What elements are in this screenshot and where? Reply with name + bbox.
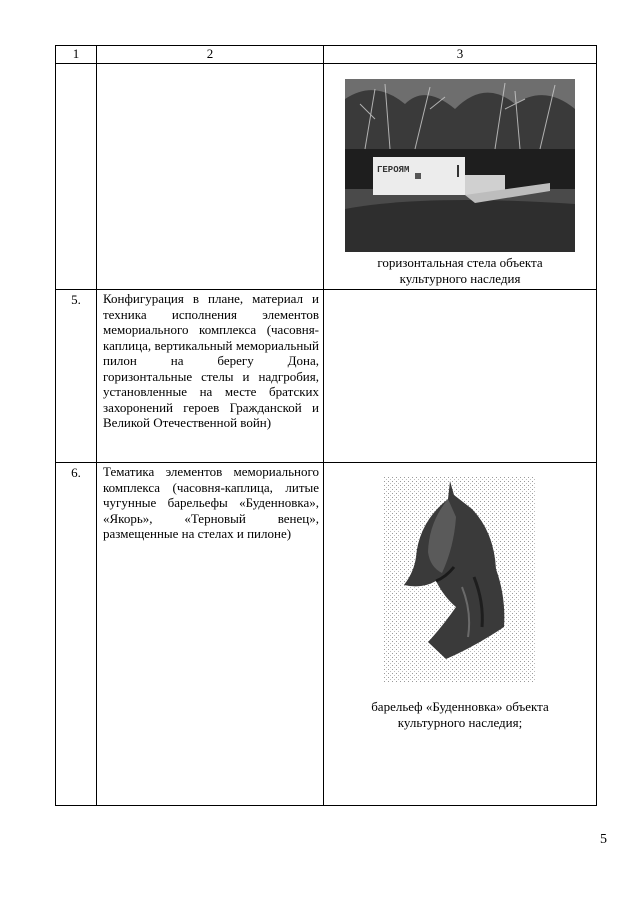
budenovka-relief-image bbox=[384, 477, 536, 683]
header-cell-2: 2 bbox=[97, 46, 324, 64]
row-description-text: Конфигурация в плане, материал и техника исполнения элементов мемориального комплекса (часовня-каплица, вертикальный мемориальный пилон на берегу Дона, горизонтальные стелы и надгробия, установленные на месте братских захоронений героев Гражданской и Великой Отечественной войн) bbox=[103, 291, 319, 430]
image-cell bbox=[324, 64, 597, 290]
header-cell-3: 3 bbox=[324, 46, 597, 64]
relief-caption-line1: барельеф «Буденновка» объекта bbox=[371, 699, 549, 714]
stela-caption-line1: горизонтальная стела объекта bbox=[377, 255, 543, 270]
row-description-text: Тематика элементов мемориального комплекса (часовня-каплица, литые чугунные барельефы «Буденновка», «Якорь», «Терновый венец», размещенные на стелах и пилоне) bbox=[103, 464, 319, 541]
empty-image-cell bbox=[324, 290, 597, 463]
row-number: 6. bbox=[56, 463, 97, 806]
row-description bbox=[97, 463, 324, 806]
stela-inscription: ГЕРОЯМ bbox=[377, 165, 410, 175]
heritage-table bbox=[55, 45, 597, 806]
table-row bbox=[56, 463, 597, 806]
row-number: 5. bbox=[56, 290, 97, 463]
table-header-row bbox=[56, 46, 597, 64]
row-description bbox=[97, 290, 324, 463]
image-cell bbox=[324, 463, 597, 806]
stela-caption-line2: культурного наследия bbox=[399, 270, 521, 286]
stela-photo bbox=[345, 79, 575, 252]
page-number: 5 bbox=[600, 832, 607, 847]
table-row bbox=[56, 290, 597, 463]
table-row bbox=[56, 64, 597, 290]
header-cell-1: 1 bbox=[56, 46, 97, 64]
relief-caption-line2: культурного наследия; bbox=[397, 714, 523, 730]
row-description bbox=[97, 64, 324, 290]
row-number bbox=[56, 64, 97, 290]
